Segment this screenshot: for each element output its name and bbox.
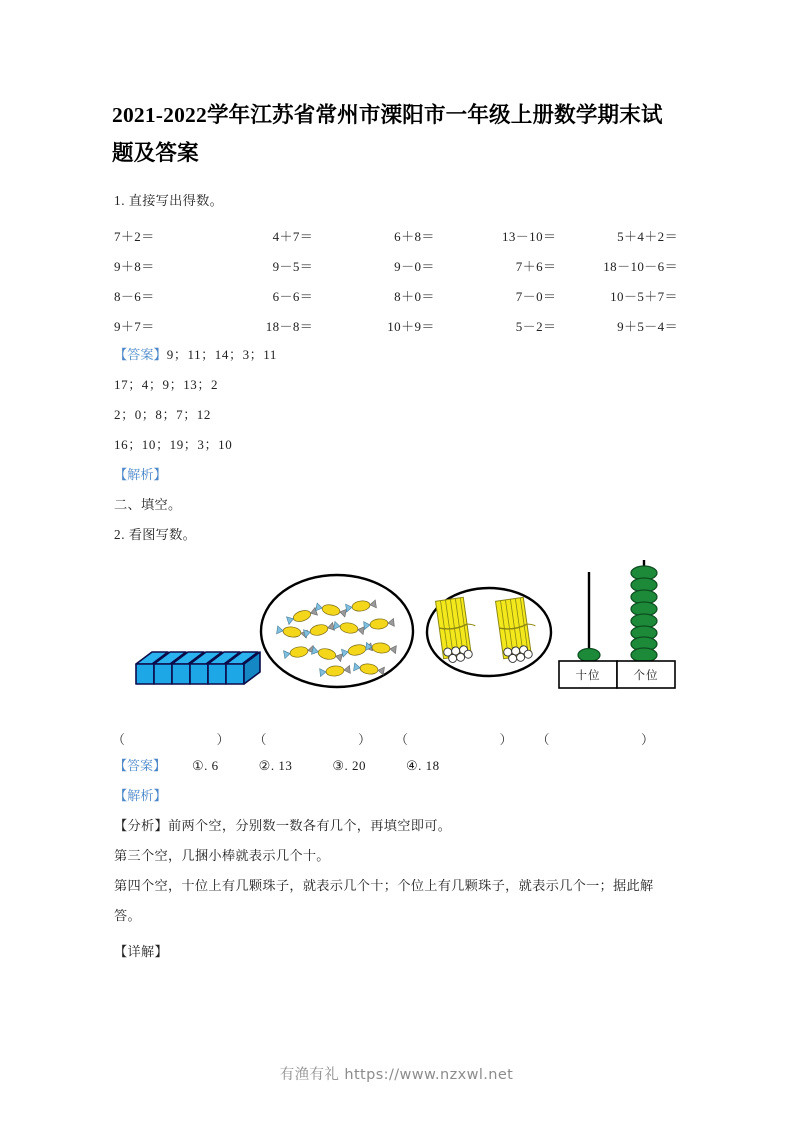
arithmetic-cell: 9－5＝	[272, 258, 314, 274]
abacus-bead	[631, 648, 657, 662]
abacus-bead	[578, 649, 600, 662]
answer-item: ④. 18	[405, 758, 440, 773]
footer-brand: 有渔有礼	[279, 1067, 340, 1083]
paren-open: （	[536, 731, 550, 747]
arithmetic-cell: 18－8＝	[265, 318, 314, 334]
arithmetic-cell: 5＋4＋2＝	[617, 228, 678, 244]
arithmetic-row	[112, 220, 678, 250]
arithmetic-cell: 10＋9＝	[387, 318, 435, 334]
question-1-prompt-text: 直接写出得数。	[128, 193, 224, 208]
explain-tag: 【解析】	[114, 467, 167, 482]
answer-line: 9；11；14；3；11	[166, 347, 277, 362]
arithmetic-cell: 10－5＋7＝	[610, 288, 678, 304]
paren-close: ）	[499, 731, 513, 747]
abacus-ones-label: 个位	[633, 669, 659, 682]
page-title: 2021-2022学年江苏省常州市溧阳市一年级上册数学期末试题及答案	[112, 103, 663, 165]
question-2-prompt	[112, 520, 682, 550]
paren-open: （	[112, 731, 126, 747]
answer-item: ②. 13	[258, 758, 293, 773]
analysis-tag: 【分析】	[114, 818, 168, 833]
footer-watermark	[0, 1063, 793, 1084]
detail-tag: 【详解】	[114, 944, 168, 959]
paren-close: ）	[357, 731, 371, 747]
analysis-line: 答。	[114, 908, 141, 923]
arithmetic-cell: 4＋7＝	[272, 228, 314, 244]
arithmetic-row	[112, 250, 678, 280]
answer-line: 16；10；19；3；10	[114, 437, 233, 452]
arithmetic-cell: 9－0＝	[394, 258, 435, 274]
answer-blanks-row	[112, 725, 678, 751]
question-2-figures	[112, 558, 682, 723]
paren-close: ）	[640, 731, 654, 747]
stick-bundles-oval-figure	[424, 580, 554, 684]
abacus-tens-label: 十位	[575, 669, 601, 682]
arithmetic-cell: 9＋8＝	[114, 258, 155, 274]
analysis-text: 前两个空，分别数一数各有几个，再填空即可。	[167, 818, 452, 833]
section-2-heading: 二、填空。	[114, 497, 182, 512]
question-2-answer	[112, 751, 682, 781]
document-content	[112, 96, 682, 967]
arithmetic-row	[112, 310, 678, 340]
answer-blank[interactable]	[112, 729, 254, 748]
answer-blank[interactable]	[395, 729, 537, 748]
question-1-number: 1.	[114, 193, 126, 208]
question-2-number: 2.	[114, 527, 126, 542]
arithmetic-cell: 7－0＝	[515, 288, 557, 304]
arithmetic-row	[112, 280, 678, 310]
answer-line: 2；0；8；7；12	[114, 407, 211, 422]
answer-tag: 【答案】	[114, 347, 167, 362]
arithmetic-cell: 5－2＝	[515, 318, 557, 334]
candies-oval-figure	[257, 570, 417, 692]
arithmetic-cell: 9＋5－4＝	[617, 318, 678, 334]
answer-blank[interactable]	[537, 729, 679, 748]
explain-tag: 【解析】	[114, 788, 167, 803]
analysis-line	[112, 811, 682, 841]
arithmetic-grid	[112, 220, 682, 340]
paren-close: ）	[216, 731, 230, 747]
paren-open: （	[395, 731, 409, 747]
paren-open: （	[253, 731, 267, 747]
arithmetic-cell: 7＋2＝	[114, 228, 155, 244]
answer-item: ③. 20	[332, 758, 366, 773]
answer-tag: 【答案】	[114, 758, 167, 773]
analysis-line: 第四个空，十位上有几颗珠子，就表示几个十；个位上有几颗珠子，就表示几个一；据此解	[114, 878, 654, 893]
answer-line: 17；4；9；13；2	[114, 377, 219, 392]
arithmetic-cell: 6＋8＝	[394, 228, 435, 244]
question-2-prompt-text: 看图写数。	[128, 527, 197, 542]
arithmetic-cell: 8＋0＝	[394, 288, 435, 304]
footer-url: https://www.nzxwl.net	[344, 1067, 514, 1083]
arithmetic-cell: 7＋6＝	[515, 258, 557, 274]
arithmetic-cell: 9＋7＝	[114, 318, 155, 334]
blue-cubes-figure	[130, 644, 270, 696]
arithmetic-cell: 18－10－6＝	[603, 258, 678, 274]
abacus-ones-beads	[631, 566, 657, 662]
question-1-prompt	[112, 186, 682, 216]
arithmetic-cell: 8－6＝	[114, 288, 155, 304]
question-1-answer	[112, 340, 682, 370]
answer-item: ①. 6	[192, 758, 219, 773]
arithmetic-cell: 6－6＝	[272, 288, 314, 304]
answer-blank[interactable]	[254, 729, 396, 748]
arithmetic-cell: 13－10＝	[501, 228, 557, 244]
analysis-line: 第三个空，几捆小棒就表示几个十。	[114, 848, 330, 863]
